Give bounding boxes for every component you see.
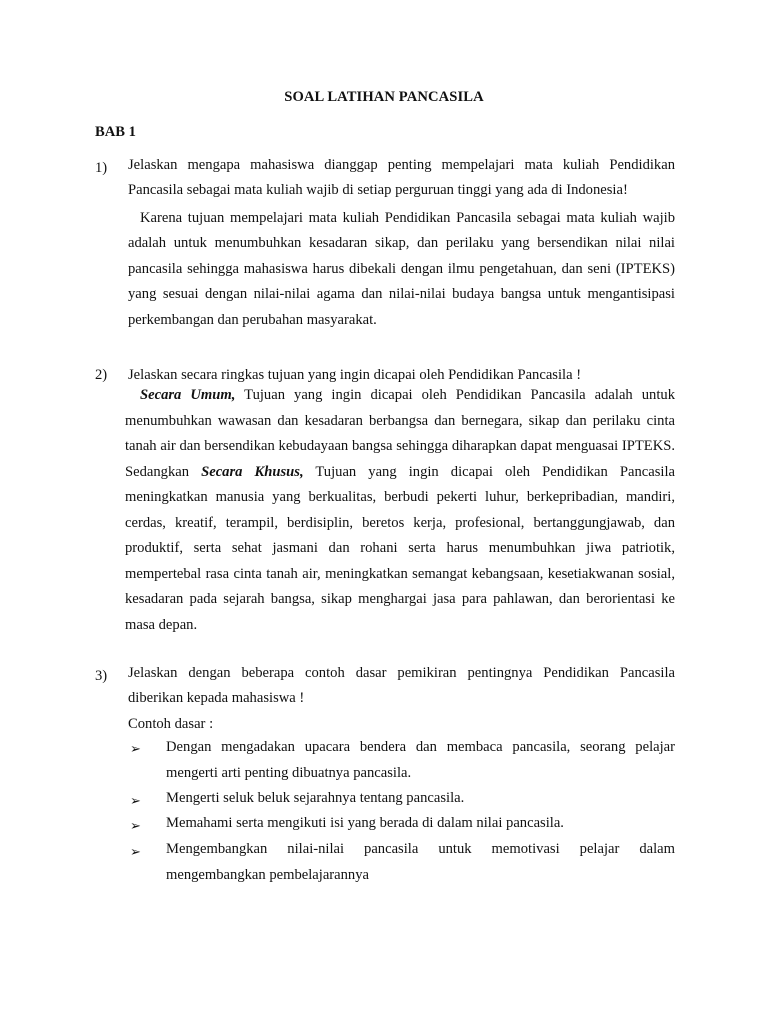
bullet-item-2: Mengerti seluk beluk sejarahnya tentang pancasila. [166, 790, 465, 806]
document-title: SOAL LATIHAN PANCASILA [284, 89, 484, 105]
question-number-2: 2) [95, 367, 108, 383]
label-secara-umum: Secara Umum, [140, 387, 236, 403]
question-3-intro: Contoh dasar : [128, 716, 214, 732]
bullet-arrow-icon: ➢ [130, 741, 141, 756]
question-1-text: Jelaskan mengapa mahasiswa dianggap penting mempelajari mata kuliah Pendidikan Pancasila sebagai mata kuliah wajib di setiap perguruan tinggi yang ada di Indonesia! [128, 157, 675, 199]
answer-2-text [125, 383, 675, 638]
answer-2-part2: Tujuan yang ingin dicapai oleh Pendidikan Pancasila meningkatkan manusia yang berkualitas, berbudi pekerti luhur, berkepribadian, mandiri, cerdas, kreatif, terampil, berdisiplin, beretos kerja, profesional, bertanggungjawab, dan produktif, serta sehat jasmani dan rohani serta harus menumbuhkan jiwa patriotik, mempertebal rasa cinta tanah air, meningkatkan semangat kebangsaan, kesetiakwanan sosial, kesadaran pada sejarah bangsa, sikap menghargai jasa para pahlawan, dan berorientasi ke masa depan. [125, 463, 675, 633]
question-2-text: Jelaskan secara ringkas tujuan yang ingin dicapai oleh Pendidikan Pancasila ! [128, 367, 582, 383]
bullet-arrow-icon: ➢ [130, 818, 141, 833]
bullet-item-3: Memahami serta mengikuti isi yang berada di dalam nilai pancasila. [166, 815, 564, 831]
bullet-item-1: Dengan mengadakan upacara bendera dan membaca pancasila, seorang pelajar mengerti arti penting dibuatnya pancasila. [166, 739, 675, 781]
chapter-heading: BAB 1 [95, 124, 136, 140]
bullet-item-4: Mengembangkan nilai-nilai pancasila untuk memotivasi pelajar dalam mengembangkan pembelajarannya [166, 841, 675, 883]
question-number-1: 1) [95, 160, 108, 176]
answer-1-text: Karena tujuan mempelajari mata kuliah Pendidikan Pancasila sebagai mata kuliah wajib adalah untuk menumbuhkan kesadaran sikap, dan perilaku yang bersendikan nilai nilai pancasila sehingga mahasiswa harus dibekali dengan ilmu pengetahuan, dan seni (IPTEKS) yang sesuai dengan nilai-nilai agama dan nilai-nilai budaya bangsa untuk mengantisipasi perkembangan dan perubahan masyarakat. [128, 210, 675, 328]
label-secara-khusus: Secara Khusus, [201, 463, 304, 480]
question-number-3: 3) [95, 668, 108, 684]
bullet-arrow-icon: ➢ [130, 793, 141, 808]
bullet-arrow-icon: ➢ [130, 844, 141, 859]
answer-2-part1: Tujuan yang ingin dicapai oleh Pendidikan Pancasila adalah untuk menumbuhkan wawasan dan kesadaran berbangsa dan bernegara, sikap dan perilaku cinta tanah air dan bersendikan kebudayaan bangsa sehingga diharapkan dapat menguasai IPTEKS. Sedangkan [125, 387, 675, 480]
question-3-text: Jelaskan dengan beberapa contoh dasar pemikiran pentingnya Pendidikan Pancasila diberikan kepada mahasiswa ! [128, 665, 675, 707]
